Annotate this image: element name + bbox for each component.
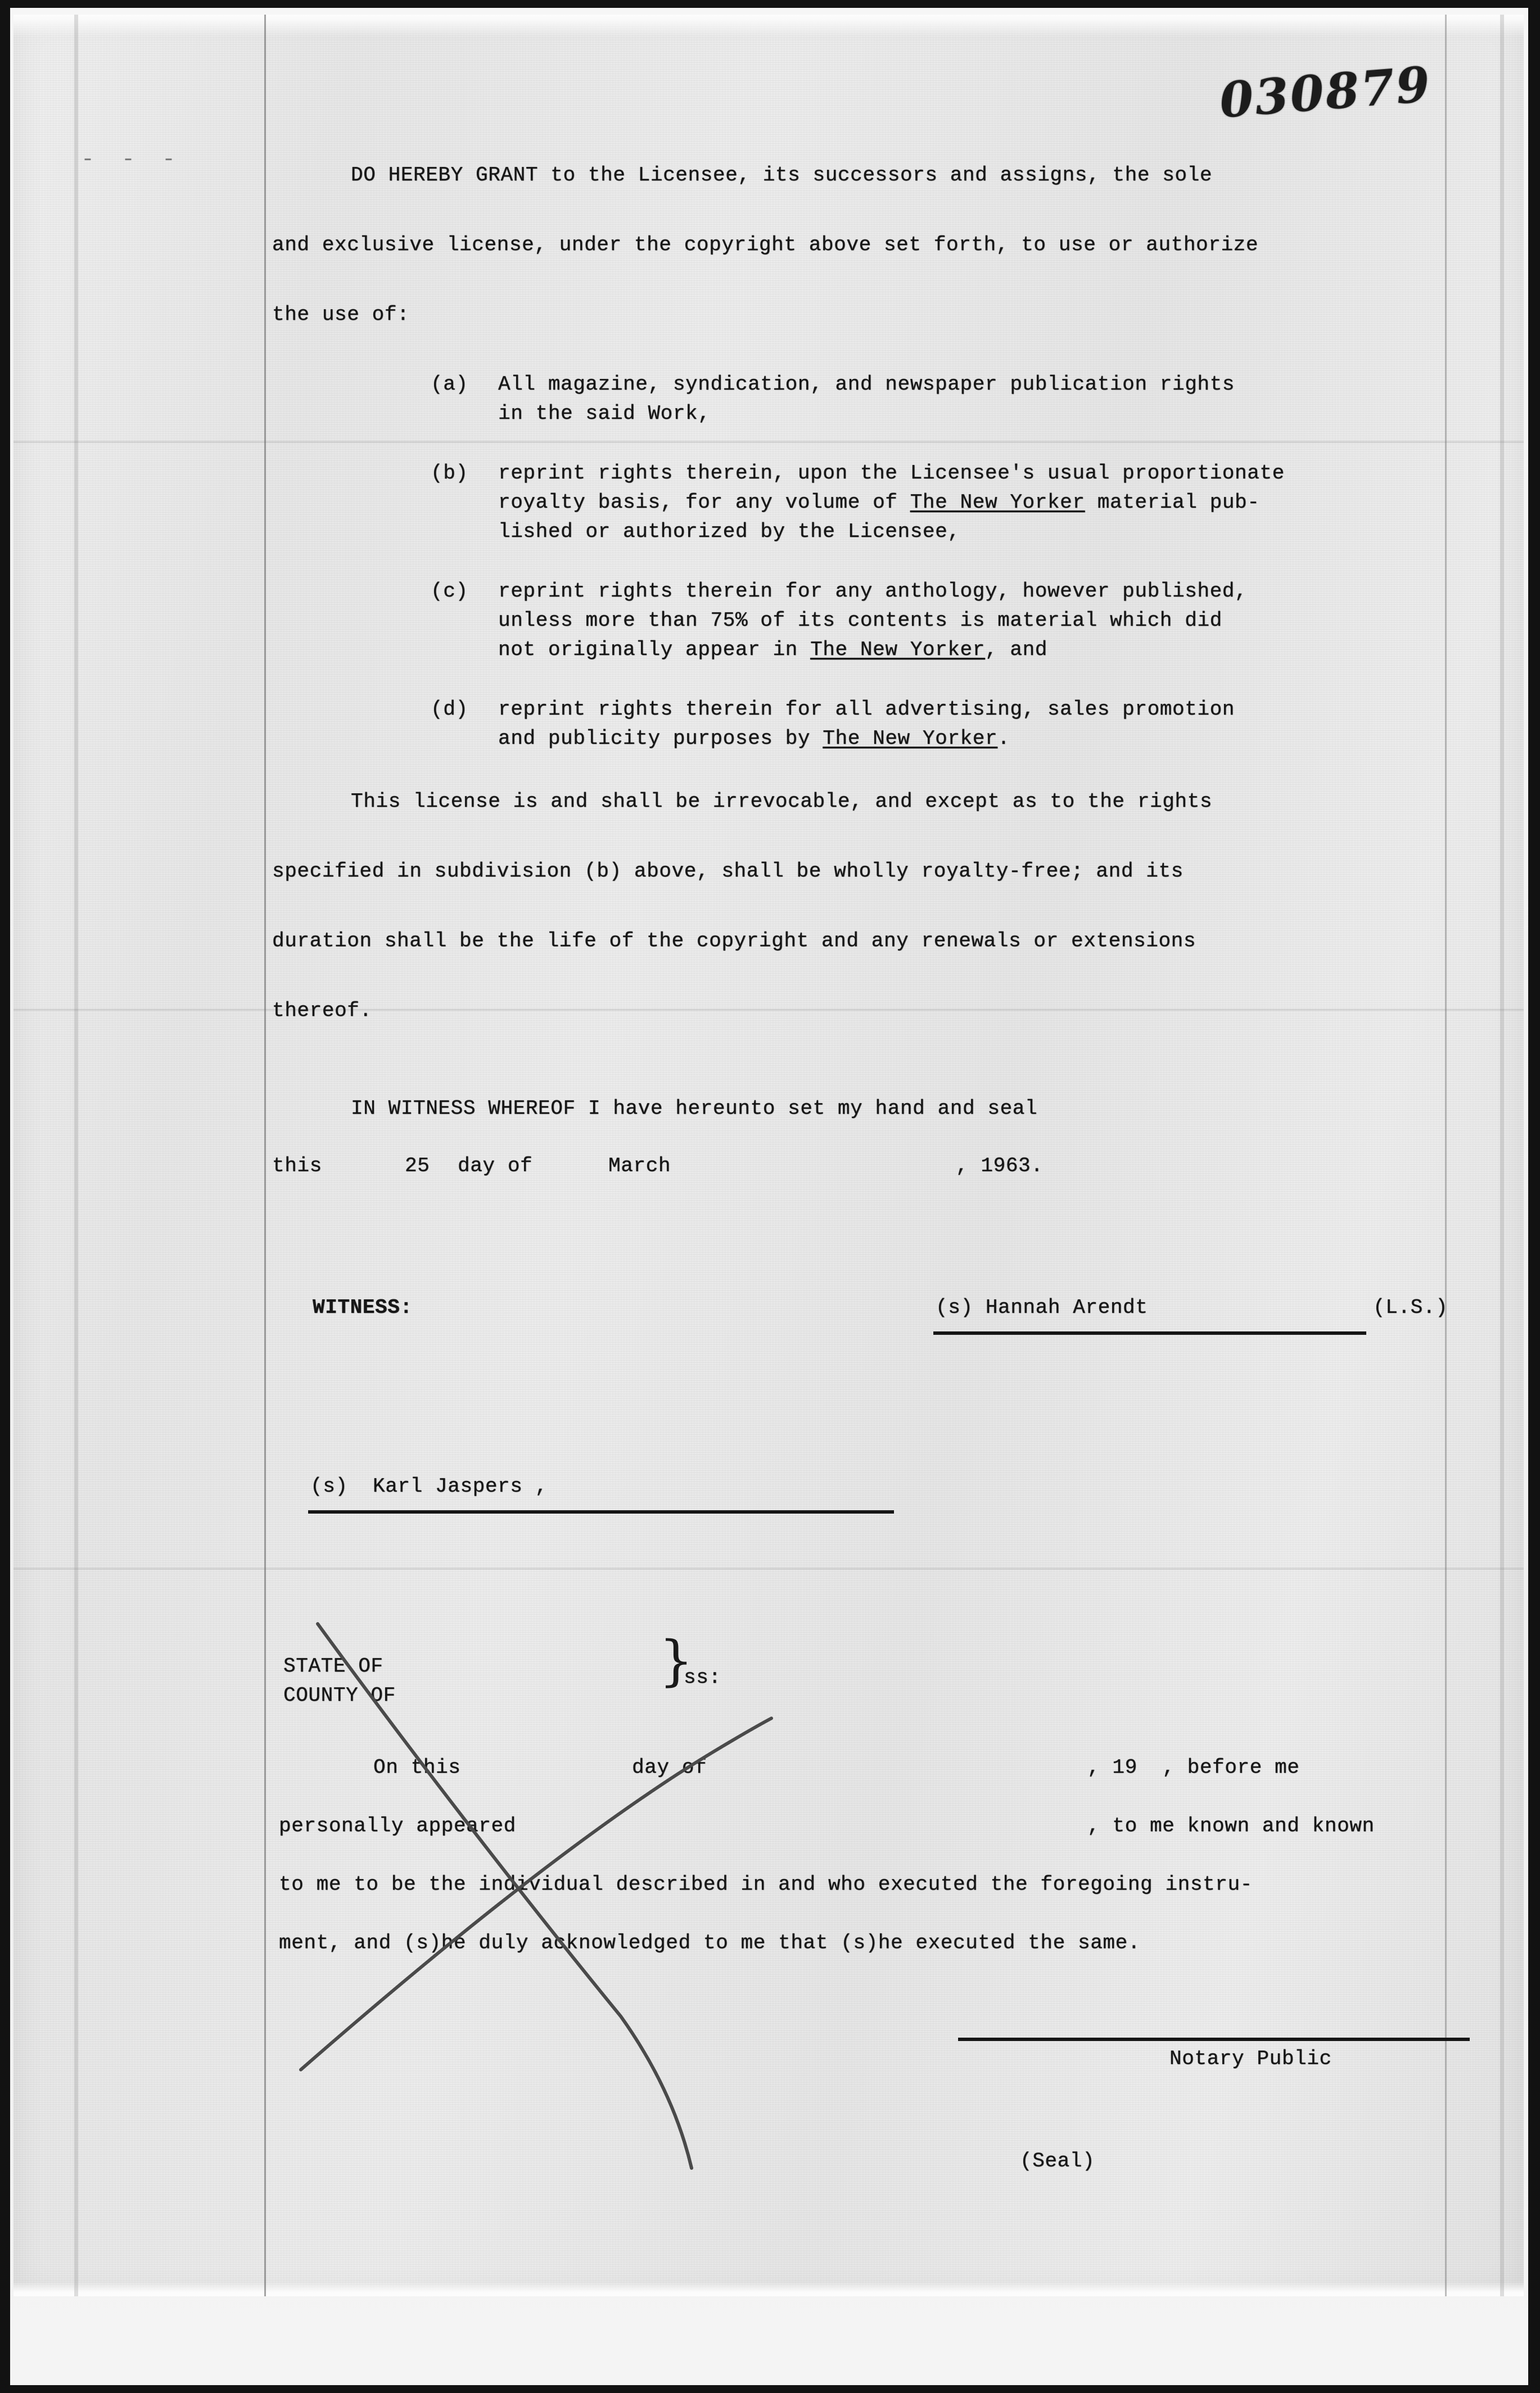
- grant-line-1: DO HEREBY GRANT to the Licensee, its successors and assigns, the sole: [351, 164, 1213, 187]
- notary-line-4: ment, and (s)he duly acknowledged to me that (s)he executed the same.: [279, 1931, 1141, 1954]
- date-this-label: this: [272, 1154, 322, 1177]
- clause-a-label: (a): [431, 373, 468, 396]
- clause-b-line-2-title: The New Yorker: [910, 491, 1085, 514]
- witness-clause-line: IN WITNESS WHEREOF I have hereunto set my hand and seal: [351, 1097, 1038, 1120]
- document-text-layer: [13, 15, 1524, 2296]
- clause-c-line-3: [498, 640, 1047, 660]
- grant-line-3: the use of:: [272, 303, 410, 326]
- witness-signature-rule: [308, 1510, 894, 1514]
- margin-pencil-marks: - - -: [81, 147, 183, 173]
- notary-line-3: to me to be the individual described in and who executed the foregoing instru-: [279, 1873, 1253, 1896]
- notary-on-this-label: On this: [373, 1756, 461, 1779]
- date-year-value: , 1963.: [956, 1154, 1044, 1177]
- clause-b-label: (b): [431, 462, 468, 485]
- notary-ss-label: ss:: [684, 1666, 721, 1689]
- clause-d-line-1: reprint rights therein for all advertising, sales promotion: [498, 698, 1235, 721]
- notary-to-me-known: , to me known and known: [1087, 1814, 1375, 1837]
- ss-brace-glyph: }: [659, 1629, 694, 1692]
- notary-year-before-me: , 19 , before me: [1087, 1756, 1300, 1779]
- notary-public-label: Notary Public: [1169, 2047, 1332, 2070]
- ls-marker: (L.S.): [1373, 1296, 1448, 1319]
- signature-rule: [933, 1331, 1366, 1335]
- clause-b-line-2-post: material pub-: [1085, 491, 1260, 514]
- notary-personally-appeared: personally appeared: [279, 1814, 516, 1837]
- clause-b-line-3: lished or authorized by the Licensee,: [498, 520, 960, 543]
- accession-number: 030879: [1217, 56, 1434, 129]
- clause-d-line-2-post: .: [997, 727, 1010, 750]
- irrevocable-line-1: This license is and shall be irrevocable, and except as to the rights: [351, 790, 1213, 813]
- irrevocable-line-3: duration shall be the life of the copyright and any renewals or extensions: [272, 929, 1196, 952]
- document-page: [13, 15, 1524, 2296]
- date-day-value: 25: [405, 1154, 430, 1177]
- notary-county-label: COUNTY OF: [283, 1684, 396, 1707]
- clause-d-label: (d): [431, 698, 468, 721]
- clause-c-line-2: unless more than 75% of its contents is material which did: [498, 609, 1222, 632]
- clause-b-line-2-pre: royalty basis, for any volume of: [498, 491, 910, 514]
- clause-c-line-3-pre: not originally appear in: [498, 638, 811, 661]
- witness-label: WITNESS:: [313, 1296, 413, 1319]
- date-month-value: March: [608, 1154, 671, 1177]
- signer-name: (s) Hannah Arendt: [936, 1296, 1148, 1319]
- clause-c-line-1: reprint rights therein for any anthology, however published,: [498, 580, 1248, 603]
- clause-d-line-2-title: The New Yorker: [823, 727, 998, 750]
- clause-b-line-2: [498, 493, 1259, 513]
- clause-d-line-2-pre: and publicity purposes by: [498, 727, 823, 750]
- clause-c-line-3-title: The New Yorker: [810, 638, 985, 661]
- irrevocable-line-2: specified in subdivision (b) above, shall be wholly royalty-free; and its: [272, 860, 1184, 883]
- grant-line-2: and exclusive license, under the copyright above set forth, to use or authorize: [272, 233, 1259, 256]
- irrevocable-line-4: thereof.: [272, 999, 372, 1022]
- clause-a-line-2: in the said Work,: [498, 402, 711, 425]
- clause-c-line-3-post: , and: [984, 638, 1047, 661]
- witness-signature-name: (s) Karl Jaspers ,: [310, 1475, 548, 1498]
- date-day-of-label: day of: [458, 1154, 533, 1177]
- seal-label: (Seal): [1020, 2150, 1095, 2173]
- clause-a-line-1: All magazine, syndication, and newspaper publication rights: [498, 373, 1235, 396]
- notary-signature-rule: [958, 2038, 1470, 2041]
- clause-b-line-1: reprint rights therein, upon the Licensee's usual proportionate: [498, 462, 1285, 485]
- notary-state-label: STATE OF: [283, 1655, 383, 1678]
- clause-c-label: (c): [431, 580, 468, 603]
- clause-d-line-2: [498, 729, 1010, 749]
- notary-day-of-label: day of: [632, 1756, 707, 1779]
